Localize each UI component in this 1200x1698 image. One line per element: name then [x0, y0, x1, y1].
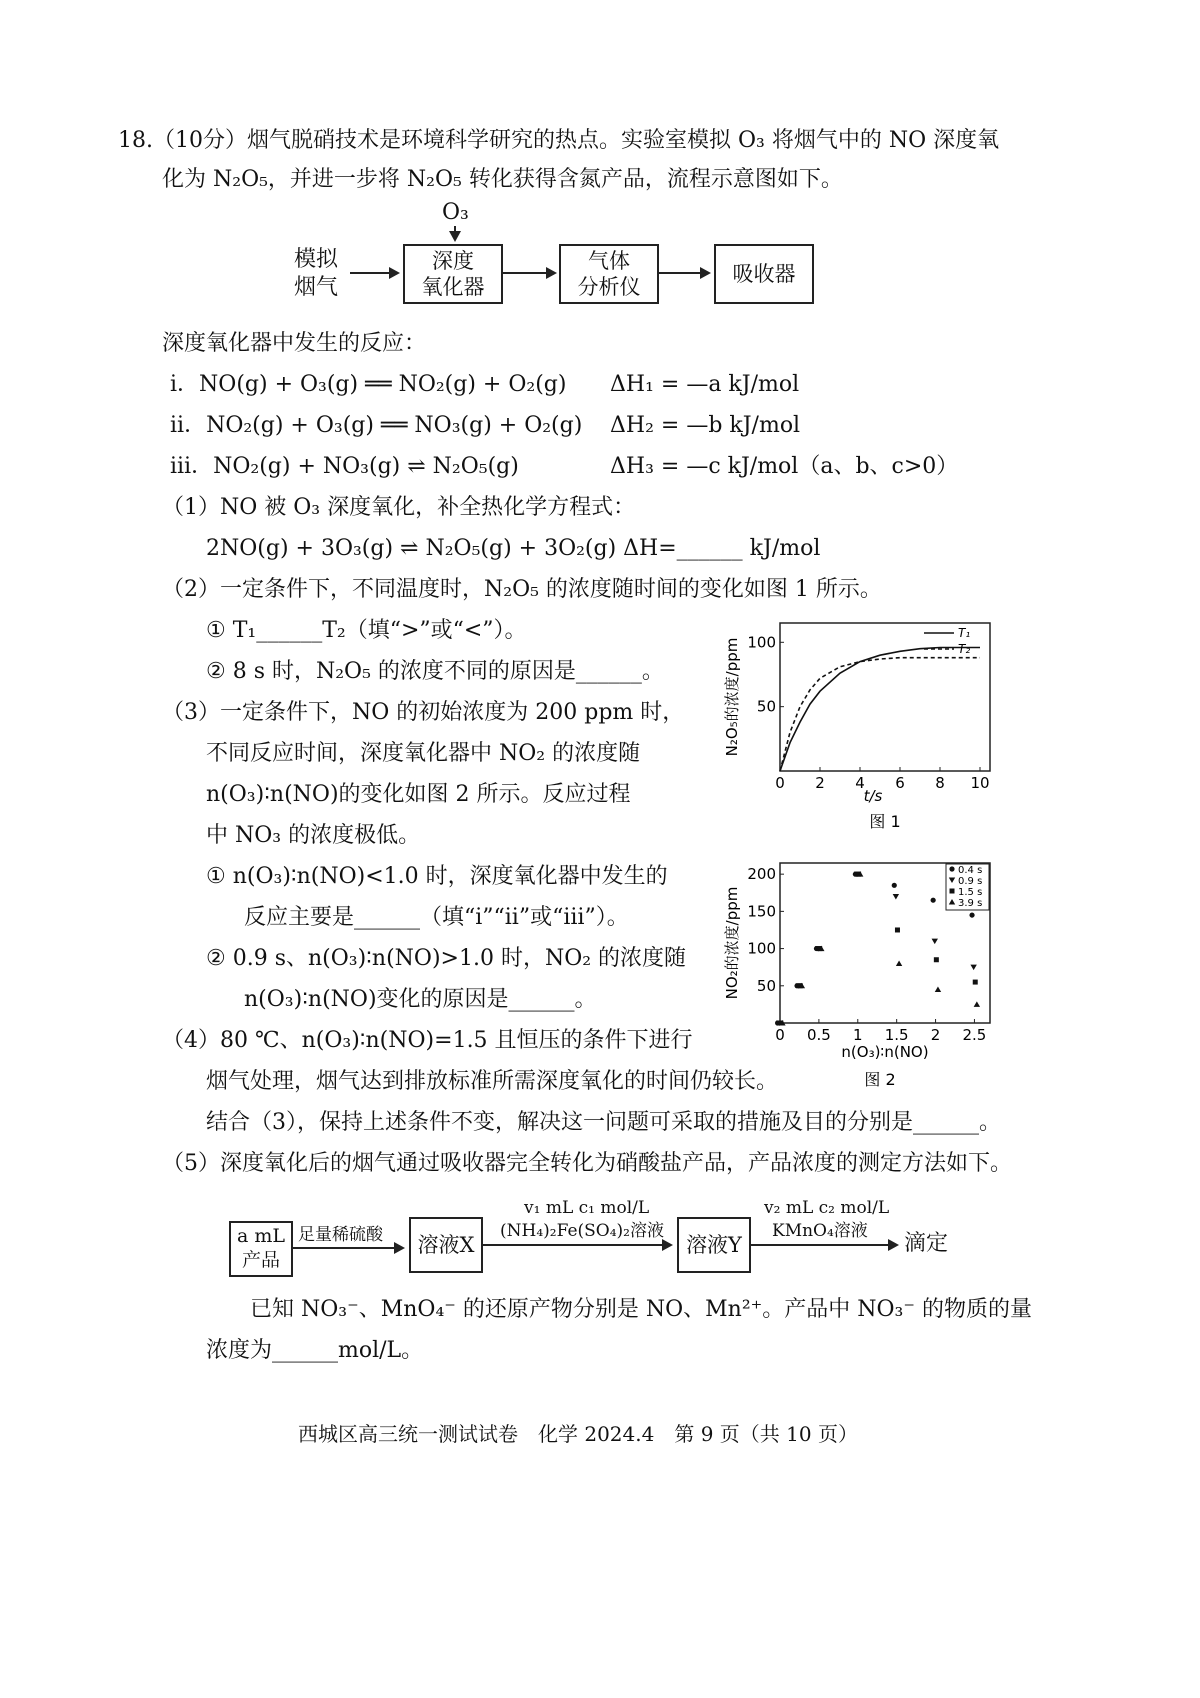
- flow-box-oxidizer: 深度 氧化器: [403, 244, 503, 304]
- x-tick-label: 2.5: [962, 1026, 987, 1044]
- figure-1-chart: [715, 615, 1005, 830]
- legend-marker-4: [949, 899, 955, 905]
- reactions-intro: 深度氧化器中发生的反应：: [162, 331, 427, 356]
- q3-part-b-1: ② 0.9 s、n(O₃)∶n(NO)>1.0 时，NO₂ 的浓度随: [206, 946, 687, 971]
- data-point-4: [974, 1001, 980, 1007]
- x-tick-label: 10: [970, 774, 990, 792]
- x-tick-label: 1: [853, 1026, 863, 1044]
- figure-2-chart: [715, 855, 1005, 1100]
- flow-box-absorber: 吸收器: [714, 244, 814, 304]
- data-point-1: [892, 883, 897, 888]
- flow-arrow-2: [503, 272, 555, 274]
- x-axis-label: t/s: [863, 787, 883, 805]
- q5-known-line-2: 浓度为______mol/L。: [206, 1338, 424, 1363]
- q1-equation: 2NO(g) + 3O₃(g) ⇌ N₂O₅(g) + 3O₂(g) ΔH=______ kJ/mol: [206, 536, 821, 561]
- x-tick-label: 0.5: [806, 1026, 831, 1044]
- legend-label-2: 0.9 s: [958, 876, 983, 887]
- legend-marker-2: [949, 878, 955, 884]
- q3-line-3: n(O₃)∶n(NO)的变化如图 2 所示。反应过程: [206, 782, 631, 807]
- reaction-2: ⅱ．NO₂(g) + O₃(g) ══ NO₃(g) + O₂(g): [170, 413, 583, 438]
- q4-line-1: （4）80 ℃、n(O₃)∶n(NO)=1.5 且恒压的条件下进行: [162, 1028, 693, 1053]
- x-tick-label: 0: [775, 1026, 785, 1044]
- q2-stem: （2）一定条件下，不同温度时，N₂O₅ 的浓度随时间的变化如图 1 所示。: [162, 577, 882, 602]
- y-tick-label: 100: [747, 939, 776, 958]
- q5-box-solution-y: 溶液Y: [677, 1217, 751, 1273]
- x-tick-label: 6: [895, 774, 905, 792]
- question-line-1: 18.（10分）烟气脱硝技术是环境科学研究的热点。实验室模拟 O₃ 将烟气中的 NO 深度氧: [118, 128, 1000, 153]
- q5-box-solution-x: 溶液X: [409, 1217, 483, 1273]
- series-line-2: [780, 658, 980, 771]
- data-point-1: [969, 912, 974, 917]
- data-point-3: [895, 927, 900, 932]
- series-line-1: [780, 648, 980, 772]
- flow-arrow-3: [659, 272, 709, 274]
- figure-2-caption: 图 2: [864, 1070, 896, 1089]
- q5-arrow3-top: v₂ mL c₂ mol/L: [764, 1198, 890, 1218]
- q3-line-4: 中 NO₃ 的浓度极低。: [206, 823, 421, 848]
- reaction-1-dh: ΔH₁ = —a kJ/mol: [610, 372, 800, 397]
- page-footer: 西城区高三统一测试试卷 化学 2024.4 第 9 页（共 10 页）: [298, 1422, 858, 1446]
- data-point-2: [970, 965, 976, 971]
- data-point-2: [893, 894, 899, 900]
- data-point-1: [931, 898, 936, 903]
- x-axis-label: n(O₃)∶n(NO): [841, 1043, 929, 1061]
- q2-part-a: ① T₁______T₂（填“>”或“<”）。: [206, 618, 527, 643]
- question-line-2: 化为 N₂O₅，并进一步将 N₂O₅ 转化获得含氮产品，流程示意图如下。: [162, 167, 843, 192]
- q5-arrow-3: [751, 1244, 897, 1246]
- legend-label-1: T₁: [958, 626, 971, 640]
- x-tick-label: 1.5: [884, 1026, 909, 1044]
- q5-arrow-1: [293, 1247, 403, 1249]
- q5-arrow2-bottom: (NH₄)₂Fe(SO₄)₂溶液: [500, 1221, 664, 1241]
- q4-line-3: 结合（3），保持上述条件不变，解决这一问题可采取的措施及目的分别是______。: [206, 1110, 1001, 1135]
- reaction-3-dh: ΔH₃ = —c kJ/mol（a、b、c>0）: [610, 454, 959, 479]
- data-point-2: [932, 939, 938, 945]
- y-tick-label: 200: [747, 865, 776, 884]
- data-point-3: [973, 980, 978, 985]
- flow-o3-label: O₃: [442, 200, 469, 225]
- q3-part-a-2: 反应主要是______（填“ⅰ”“ⅱ”或“ⅲ”）。: [244, 905, 629, 930]
- x-tick-label: 0: [775, 774, 785, 792]
- q3-part-b-2: n(O₃)∶n(NO)变化的原因是______。: [244, 987, 597, 1012]
- flow-input-label: 模拟 烟气: [294, 247, 339, 300]
- flow-o3-arrow: [454, 226, 456, 240]
- x-tick-label: 2: [930, 1026, 941, 1044]
- legend-label-4: 3.9 s: [958, 898, 983, 909]
- data-point-3: [934, 957, 939, 962]
- legend-label-3: 1.5 s: [958, 887, 983, 898]
- legend-marker-1: [949, 866, 954, 871]
- legend-label-1: 0.4 s: [958, 865, 983, 876]
- flow-box-analyzer: 气体 分析仪: [559, 244, 659, 304]
- y-axis-label: NO₂的浓度/ppm: [723, 886, 741, 1000]
- q2-part-b: ② 8 s 时，N₂O₅ 的浓度不同的原因是______。: [206, 659, 664, 684]
- reaction-1: ⅰ．NO(g) + O₃(g) ══ NO₂(g) + O₂(g): [170, 372, 567, 397]
- legend-label-2: T₂: [958, 642, 971, 656]
- reaction-3: ⅲ．NO₂(g) + NO₃(g) ⇌ N₂O₅(g): [170, 454, 519, 479]
- q3-line-2: 不同反应时间，深度氧化器中 NO₂ 的浓度随: [206, 741, 641, 766]
- data-point-4: [935, 987, 941, 993]
- y-tick-label: 50: [756, 697, 776, 716]
- q5-box-product: a mL 产品: [229, 1221, 293, 1277]
- reaction-2-dh: ΔH₂ = —b kJ/mol: [610, 413, 801, 438]
- q5-arrow1-label: 足量稀硫酸: [298, 1225, 383, 1245]
- flow-arrow-1: [350, 272, 398, 274]
- q3-part-a-1: ① n(O₃)∶n(NO)<1.0 时，深度氧化器中发生的: [206, 864, 668, 889]
- q5-known-line-1: 已知 NO₃⁻、MnO₄⁻ 的还原产物分别是 NO、Mn²⁺。产品中 NO₃⁻ 的物质的量: [250, 1297, 1032, 1322]
- x-tick-label: 4: [855, 774, 865, 792]
- q3-line-1: （3）一定条件下，NO 的初始浓度为 200 ppm 时，: [162, 700, 685, 725]
- legend-marker-3: [950, 889, 955, 894]
- y-tick-label: 100: [747, 633, 776, 652]
- y-tick-label: 50: [756, 976, 776, 995]
- q5-titration-label: 滴定: [904, 1231, 949, 1256]
- data-point-4: [896, 960, 902, 966]
- q5-arrow3-bottom: KMnO₄溶液: [772, 1221, 868, 1241]
- q4-line-2: 烟气处理，烟气达到排放标准所需深度氧化的时间仍较长。: [206, 1069, 779, 1094]
- figure-1-caption: 图 1: [869, 812, 901, 830]
- y-axis-label: N₂O₅的浓度/ppm: [723, 637, 741, 757]
- q5-arrow2-top: v₁ mL c₁ mol/L: [524, 1198, 650, 1218]
- q1-stem: （1）NO 被 O₃ 深度氧化，补全热化学方程式：: [162, 495, 636, 520]
- x-tick-label: 2: [815, 774, 825, 792]
- y-tick-label: 150: [747, 902, 776, 921]
- q5-stem: （5）深度氧化后的烟气通过吸收器完全转化为硝酸盐产品，产品浓度的测定方法如下。: [162, 1151, 1012, 1176]
- q5-arrow-2: [483, 1244, 671, 1246]
- x-tick-label: 8: [935, 774, 945, 792]
